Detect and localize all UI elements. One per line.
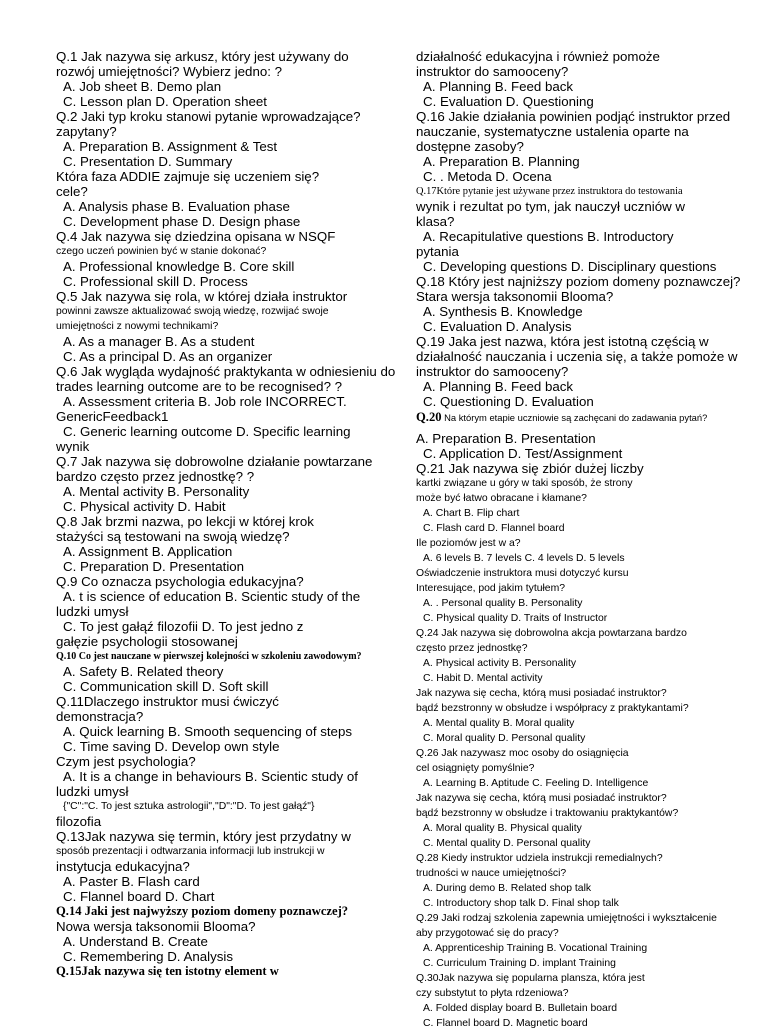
question-line: Q.2 Jaki typ kroku stanowi pytanie wprowadzające?	[56, 109, 361, 124]
answer-options: C. Developing questions D. Disciplinary questions	[423, 259, 717, 274]
answer-options: A. Understand B. Create	[63, 934, 208, 949]
answer-options: A. Apprenticeship Training B. Vocational Training	[423, 943, 648, 954]
question-line: kartki związane u góry w taki sposób, że strony	[416, 478, 633, 489]
question-line: zapytany?	[56, 124, 117, 139]
answer-options: C. Development phase D. Design phase	[63, 214, 301, 229]
question-line: czego uczeń powinien być w stanie dokonać?	[56, 246, 267, 257]
question-line: Q.10 Co jest nauczane w pierwszej kolejności w szkoleniu zawodowym?	[56, 651, 362, 662]
question-line: Q.14 Jaki jest najwyższy poziom domeny poznawczej?	[56, 904, 349, 918]
question-line: umiejętności z nowymi technikami?	[56, 321, 219, 332]
question-line: Q.26 Jak nazywasz moc osoby do osiągnięcia	[416, 748, 629, 759]
right-column	[416, 49, 748, 1031]
answer-options: A. Preparation B. Planning	[423, 154, 580, 169]
question-line: nauczanie, systematyczne ustalenia oparte na	[416, 124, 689, 139]
question-line: Q.7 Jak nazywa się dobrowolne działanie powtarzane	[56, 454, 373, 469]
answer-options: A. Mental activity B. Personality	[63, 484, 250, 499]
answer-options: C. Remembering D. Analysis	[63, 949, 233, 964]
question-line: Q.19 Jaka jest nazwa, która jest istotną częścią w	[416, 334, 709, 349]
question-line: instruktor do samooceny?	[416, 364, 569, 379]
question-line: bądź bezstronny w obsłudze i traktowaniu praktykantów?	[416, 808, 679, 819]
answer-options: C. Evaluation D. Analysis	[423, 319, 572, 334]
question-line: Która faza ADDIE zajmuje się uczeniem się?	[56, 169, 320, 184]
answer-options: C. Habit D. Mental activity	[423, 673, 543, 684]
answer-options: A. Paster B. Flash card	[63, 874, 200, 889]
question-line: Q.9 Co oznacza psychologia edukacyjna?	[56, 574, 304, 589]
answer-options: A. Quick learning B. Smooth sequencing of steps	[63, 724, 352, 739]
answer-options: A. . Personal quality B. Personality	[423, 598, 583, 609]
answer-options: A. Safety B. Related theory	[63, 664, 224, 679]
question-line: Q.4 Jak nazywa się dziedzina opisana w NSQF	[56, 229, 336, 244]
question-line: Q.29 Jaki rodzaj szkolenia zapewnia umiejętności i wykształcenie	[416, 913, 717, 924]
answer-options: C. Time saving D. Develop own style	[63, 739, 280, 754]
answer-options: C. Introductory shop talk D. Final shop talk	[423, 898, 619, 909]
answer-options: C. Questioning D. Evaluation	[423, 394, 594, 409]
answer-options: C. Preparation D. Presentation	[63, 559, 245, 574]
answer-options: A. It is a change in behaviours B. Scientic study of	[63, 769, 358, 784]
answer-options: C. . Metoda D. Ocena	[423, 169, 552, 184]
question-line: Q.18 Który jest najniższy poziom domeny poznawczej?	[416, 274, 741, 289]
answer-options: A. Professional knowledge B. Core skill	[63, 259, 295, 274]
question-line: Q.15Jak nazywa się ten istotny element w	[56, 964, 279, 978]
question-line: Oświadczenie instruktora musi dotyczyć kursu	[416, 568, 629, 579]
question-line: GenericFeedback1	[56, 409, 169, 424]
answer-options: A. Analysis phase B. Evaluation phase	[63, 199, 290, 214]
question-line: wynik i rezultat po tym, jak nauczył uczniów w	[416, 199, 685, 214]
answer-options: C. As a principal D. As an organizer	[63, 349, 273, 364]
answer-options: C. Application D. Test/Assignment	[423, 446, 623, 461]
answer-options: C. Generic learning outcome D. Specific learning	[63, 424, 351, 439]
question-line: sposób prezentacji i odtwarzania informacji lub instrukcji w	[56, 846, 325, 857]
answer-options: C. Physical quality D. Traits of Instructor	[423, 613, 608, 624]
question-line: Stara wersja taksonomii Blooma?	[416, 289, 614, 304]
question-line: Q.1 Jak nazywa się arkusz, który jest używany do	[56, 49, 349, 64]
question-line: aby przygotować się do pracy?	[416, 928, 559, 939]
question-line: klasa?	[416, 214, 455, 229]
question-line: ludzki umysł	[56, 784, 129, 799]
question-line: A. Preparation B. Presentation	[416, 431, 596, 446]
question-line: czy substytut to płyta rdzeniowa?	[416, 988, 569, 999]
answer-options: C. Curriculum Training D. implant Training	[423, 958, 616, 969]
answer-options: {"C":"C. To jest sztuka astrologii","D":"D. To jest gałąź"}	[63, 801, 315, 812]
answer-options: C. Flannel board D. Magnetic board	[423, 1018, 588, 1029]
question-line: ludzki umysł	[56, 604, 129, 619]
answer-options: C. Evaluation D. Questioning	[423, 94, 594, 109]
question-line: Jak nazywa się cecha, którą musi posiadać instruktor?	[416, 688, 667, 699]
question-line: Q.13Jak nazywa się termin, który jest przydatny w	[56, 829, 351, 844]
answer-options: A. Folded display board B. Bulletain board	[423, 1003, 618, 1014]
answer-options: A. 6 levels B. 7 levels C. 4 levels D. 5 levels	[423, 553, 625, 564]
answer-options: A. Assessment criteria B. Job role INCORRECT.	[63, 394, 347, 409]
answer-options: A. Chart B. Flip chart	[423, 508, 520, 519]
answer-options: A. t is science of education B. Scientic study of the	[63, 589, 361, 604]
question-line: Q.8 Jak brzmi nazwa, po lekcji w której krok	[56, 514, 314, 529]
question-line: działalność edukacyjna i również pomoże	[416, 49, 660, 64]
question-line: Jak nazywa się cecha, którą musi posiadać instruktor?	[416, 793, 667, 804]
question-line: trudności w nauce umiejętności?	[416, 868, 567, 879]
question-line: cele?	[56, 184, 88, 199]
question-line: Interesujące, pod jakim tytułem?	[416, 583, 566, 594]
answer-options: C. Physical activity D. Habit	[63, 499, 226, 514]
question-line: Q.16 Jakie działania powinien podjąć instruktor przed	[416, 109, 731, 124]
question-line: Ile poziomów jest w a?	[416, 538, 521, 549]
question-line: powinni zawsze aktualizować swoją wiedzę, rozwijać swoje	[56, 306, 329, 317]
answer-options: A. Synthesis B. Knowledge	[423, 304, 583, 319]
answer-options: C. Communication skill D. Soft skill	[63, 679, 269, 694]
question-line: Q.28 Kiedy instruktor udziela instrukcji remedialnych?	[416, 853, 663, 864]
question-line: pytania	[416, 244, 459, 259]
question-line: Nowa wersja taksonomii Blooma?	[56, 919, 256, 934]
answer-options: C. Flannel board D. Chart	[63, 889, 215, 904]
question-line: Q.20 Na którym etapie uczniowie są zachęcani do zadawania pytań?	[416, 410, 708, 424]
answer-options: A. Preparation B. Assignment & Test	[63, 139, 278, 154]
question-line: instruktor do samooceny?	[416, 64, 569, 79]
question-line: Q.17Które pytanie jest używane przez instruktora do testowania	[416, 186, 683, 197]
question-line: demonstracja?	[56, 709, 144, 724]
answer-options: C. To jest gałąź filozofii D. To jest jedno z	[63, 619, 304, 634]
question-line: Czym jest psychologia?	[56, 754, 196, 769]
answer-options: C. Lesson plan D. Operation sheet	[63, 94, 268, 109]
question-line: Q.30Jak nazywa się popularna plansza, która jest	[416, 973, 645, 984]
answer-options: C. Flash card D. Flannel board	[423, 523, 565, 534]
question-line: gałęzie psychologii stosowanej	[56, 634, 238, 649]
question-line: Q.11Dlaczego instruktor musi ćwiczyć	[56, 694, 279, 709]
answer-options: C. Professional skill D. Process	[63, 274, 248, 289]
answer-options: C. Moral quality D. Personal quality	[423, 733, 586, 744]
answer-options: A. Mental quality B. Moral quality	[423, 718, 575, 729]
question-line: cel osiągnięty pomyślnie?	[416, 763, 535, 774]
question-line: wynik	[56, 439, 90, 454]
question-line: może być łatwo obracane i kłamane?	[416, 493, 587, 504]
question-number: Q.20	[416, 410, 442, 424]
question-line: Q.6 Jak wygląda wydajność praktykanta w odniesieniu do	[56, 364, 396, 379]
question-line: Q.24 Jak nazywa się dobrowolna akcja powtarzana bardzo	[416, 628, 687, 639]
answer-options: A. Physical activity B. Personality	[423, 658, 577, 669]
question-line: często przez jednostkę?	[416, 643, 528, 654]
answer-options: C. Mental quality D. Personal quality	[423, 838, 591, 849]
question-line: działalność nauczania i uczenia się, a także pomoże w	[416, 349, 738, 364]
answer-options: A. Recapitulative questions B. Introductory	[423, 229, 674, 244]
question-line: bardzo często przez jednostkę? ?	[56, 469, 255, 484]
question-line: instytucja edukacyjna?	[56, 859, 190, 874]
question-line: dostępne zasoby?	[416, 139, 524, 154]
answer-options: C. Presentation D. Summary	[63, 154, 233, 169]
answer-options: A. Planning B. Feed back	[423, 79, 574, 94]
answer-options: A. Moral quality B. Physical quality	[423, 823, 582, 834]
answer-options: A. Assignment B. Application	[63, 544, 233, 559]
question-line: Q.21 Jak nazywa się zbiór dużej liczby	[416, 461, 644, 476]
answer-options: A. During demo B. Related shop talk	[423, 883, 592, 894]
question-line: trades learning outcome are to be recognised? ?	[56, 379, 343, 394]
answer-options: A. As a manager B. As a student	[63, 334, 255, 349]
question-line: stażyści są testowani na swoją wiedzę?	[56, 529, 290, 544]
answer-options: A. Planning B. Feed back	[423, 379, 574, 394]
left-column	[56, 49, 408, 979]
question-line: bądź bezstronny w obsłudze i współpracy z praktykantami?	[416, 703, 689, 714]
question-line: filozofia	[56, 814, 102, 829]
answer-options: A. Learning B. Aptitude C. Feeling D. Intelligence	[423, 778, 649, 789]
question-line: rozwój umiejętności? Wybierz jedno: ?	[56, 64, 283, 79]
question-line: Q.5 Jak nazywa się rola, w której działa instruktor	[56, 289, 348, 304]
answer-options: A. Job sheet B. Demo plan	[63, 79, 222, 94]
